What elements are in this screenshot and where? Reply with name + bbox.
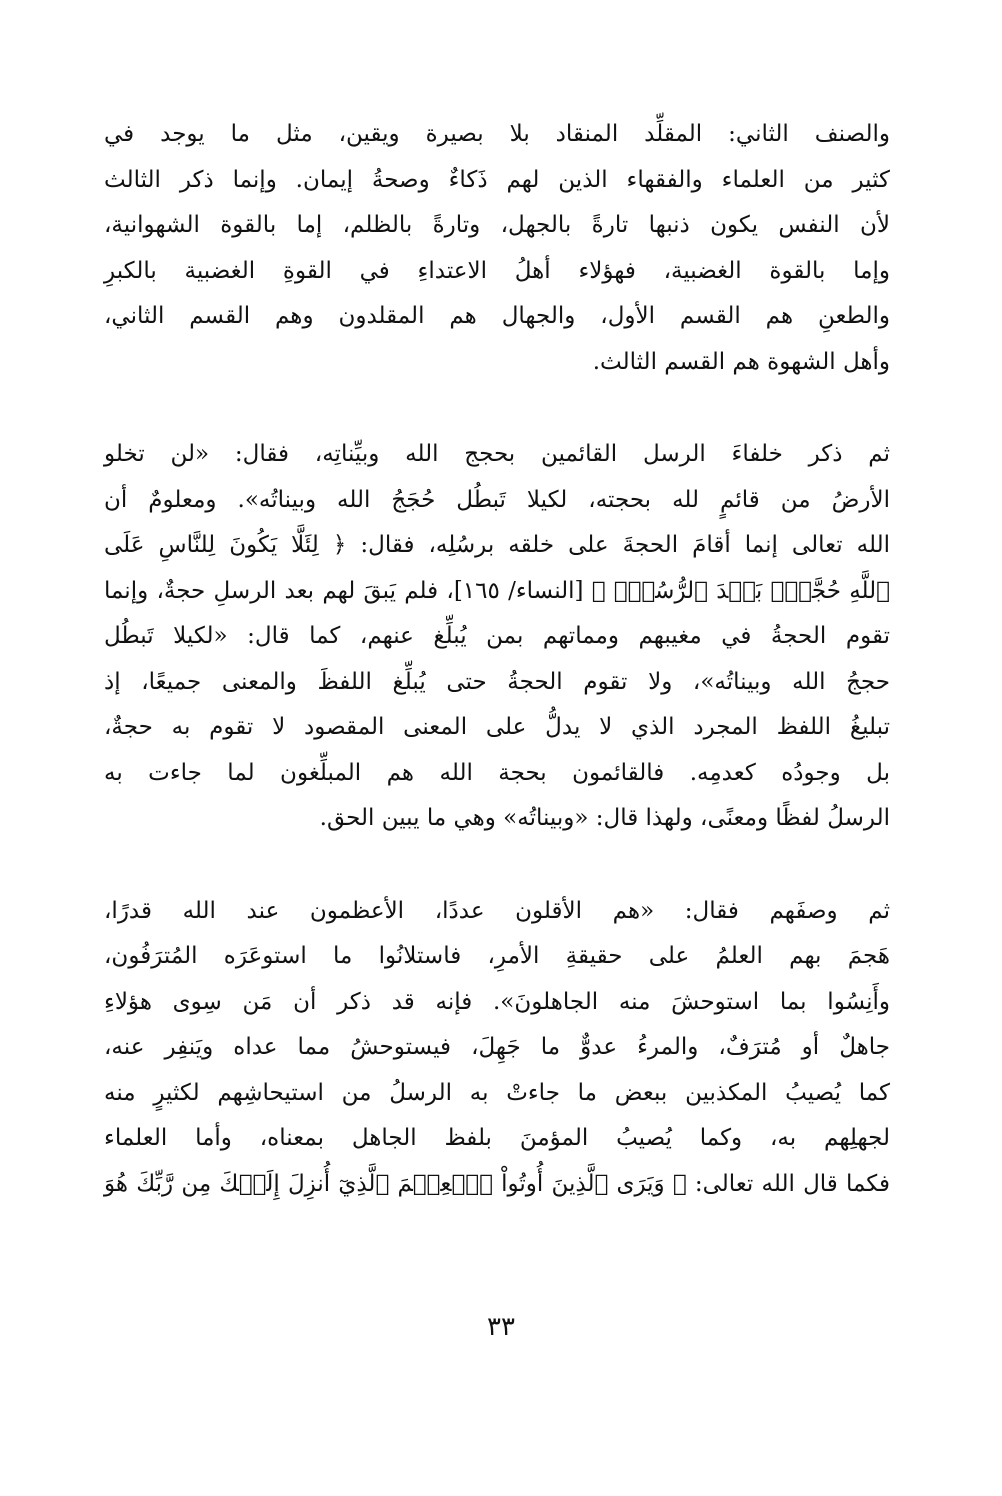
text-line: هَجمَ بهم العلمُ على حقيقةِ الأمرِ، فاستلانُوا ما استوعَرَه المُترَفُون، — [104, 943, 890, 969]
text-line: وأهل الشهوة هم القسم الثالث. — [592, 348, 890, 375]
text-line: كثير من العلماء والفقهاء الذين لهم ذَكاءٌ وصحةُ إيمان. وإنما ذكر الثالث — [104, 166, 890, 193]
paragraph-1 — [104, 112, 890, 385]
text-line: ثم ذكر خلفاءَ الرسل القائمين بحجج الله وبيِّناتِه، فقال: «لن تخلو — [104, 441, 890, 467]
text-line: والصنف الثاني: المقلِّد المنقاد بلا بصيرة ويقين، مثل ما يوجد في — [104, 121, 890, 147]
text-line: وأَنِسُوا بما استوحشَ منه الجاهلونَ». فإنه قد ذكر أن مَن سِوى هؤلاءِ — [104, 988, 890, 1015]
text-line: الرسلُ لفظًا ومعنًى، ولهذا قال: «وبيناتُه» وهي ما يبين الحق. — [319, 805, 890, 831]
paragraph-gap — [104, 842, 890, 889]
text-line: وإما بالقوة الغضبية، فهؤلاء أهلُ الاعتداءِ في القوةِ الغضبية بالكبرِ — [104, 257, 890, 284]
text-line: لأن النفس يكون ذنبها تارةً بالجهل، وتارةً بالظلم، إما بالقوة الشهوانية، — [104, 212, 890, 238]
paragraph-2 — [104, 432, 890, 842]
text-line: ٱللَّهِ حُجَّةٌۢ بَعۡدَ ٱلرُّسُلِۚ ﴾ [النساء/ ١٦٥]، فلم يَبقَ لهم بعد الرسلِ حجةٌ، وإنما — [104, 577, 890, 604]
text-line: فكما قال الله تعالى: ﴿ وَيَرَى ٱلَّذِينَ أُوتُواْ ٱلۡعِلۡمَ ٱلَّذِيٓ أُنزِلَ إِلَيۡكَ مِن رَّبِّكَ هُوَ — [104, 1170, 890, 1197]
text-line: حججُ الله وبيناتُه»، ولا تقوم الحجةُ حتى يُبلِّغ اللفظَ والمعنى جميعًا، إذ — [104, 668, 890, 695]
text-line: والطعنِ هم القسم الأول، والجهال هم المقلدون وهم القسم الثاني، — [104, 303, 890, 329]
text-line: جاهلٌ أو مُترَفٌ، والمرءُ عدوٌّ ما جَهِلَ، فيستوحشُ مما عداه ويَنفِر عنه، — [104, 1034, 890, 1060]
page-body — [104, 112, 890, 1207]
text-line: الله تعالى إنما أقامَ الحجةَ على خلقه برسُلِه، فقال: ﴿ لِئَلَّا يَكُونَ لِلنَّاسِ عَلَى — [104, 532, 890, 558]
text-line: ثم وصفَهم فقال: «هم الأقلون عددًا، الأعظمون عند الله قدرًا، — [104, 897, 890, 924]
text-line: تبليغُ اللفظ المجرد الذي لا يدلُّ على المعنى المقصود لا تقوم به حجةٌ، — [104, 714, 890, 740]
text-line: لجهلِهم به، وكما يُصيبُ المؤمنَ بلفظ الجاهل بمعناه، وأما العلماء — [104, 1125, 890, 1151]
text-line: الأرضُ من قائمٍ لله بحجته، لكيلا تَبطُل حُجَجُ الله وبيناتُه». ومعلومٌ أن — [104, 486, 890, 513]
paragraph-3 — [104, 889, 890, 1208]
text-line: بل وجودُه كعدمِه. فالقائمون بحجة الله هم المبلِّغون لما جاءت به — [104, 759, 890, 786]
text-line: تقوم الحجةُ في مغيبهم ومماتهم بمن يُبلِّغ عنهم، كما قال: «لكيلا تَبطُل — [104, 623, 890, 649]
paragraph-gap — [104, 385, 890, 432]
page-number: ٣٣ — [487, 1312, 515, 1342]
text-line: كما يُصيبُ المكذبين ببعض ما جاءتْ به الرسلُ من استيحاشِهم لكثيرٍ منه — [104, 1079, 890, 1106]
